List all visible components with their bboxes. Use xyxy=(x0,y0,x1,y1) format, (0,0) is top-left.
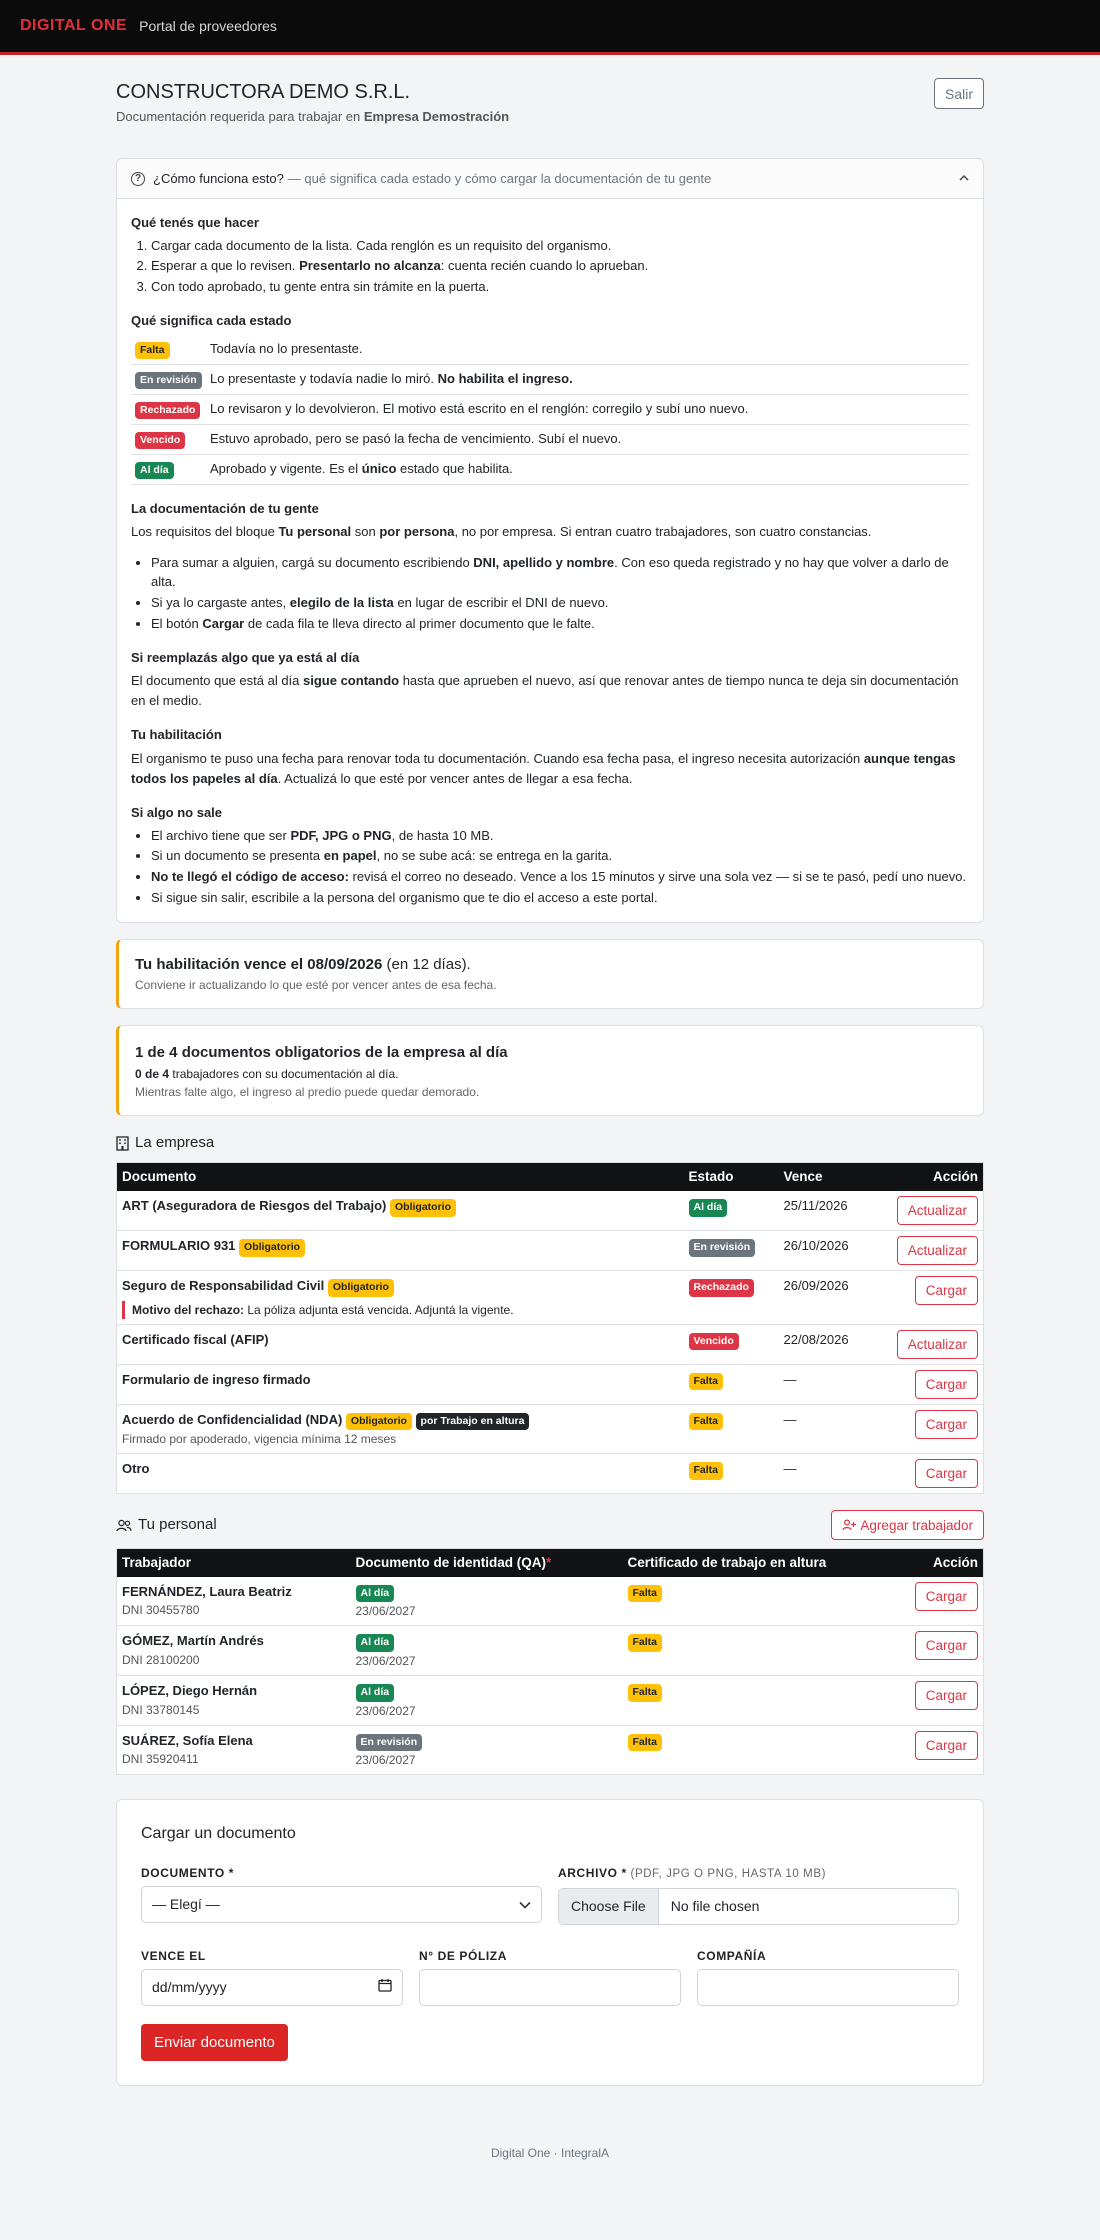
status-legend xyxy=(131,335,969,485)
vence-date: 25/11/2026 xyxy=(779,1191,889,1231)
table-row xyxy=(117,1626,984,1676)
chevron-down-icon xyxy=(519,1894,531,1915)
subtitle-prefix: Documentación requerida para trabajar en xyxy=(116,109,364,124)
worker-name: SUÁREZ, Sofía Elena xyxy=(122,1732,253,1748)
status-badge: Al día xyxy=(356,1634,395,1652)
worker-name: FERNÁNDEZ, Laura Beatriz xyxy=(122,1583,292,1599)
doc-name: Formulario de ingreso firmado xyxy=(122,1371,311,1387)
help-section-title: Tu habilitación xyxy=(131,727,222,743)
text-bold: Tu personal xyxy=(278,524,352,540)
text-bold: elegilo de la lista xyxy=(289,594,394,610)
status-desc-bold: único xyxy=(361,461,397,477)
company-header xyxy=(116,55,984,158)
worker-name: GÓMEZ, Martín Andrés xyxy=(122,1633,264,1649)
text: El organismo te puso una fecha para renovar toda tu documentación. Cuando esa fecha pasa, el ingreso necesita autorización xyxy=(131,750,864,766)
obligatorio-badge: Obligatorio xyxy=(390,1199,456,1217)
text: . Actualizá lo que esté por vencer antes de llegar a esa fecha. xyxy=(277,770,633,786)
main-container xyxy=(116,55,984,2162)
vence-date: — xyxy=(779,1404,889,1454)
help-section-title: La documentación de tu gente xyxy=(131,500,319,516)
status-legend-row xyxy=(131,365,969,395)
help-section-title: Qué significa cada estado xyxy=(131,313,292,329)
step-item: 1. Cargar cada documento de la lista. Cada renglón es un requisito del organismo. xyxy=(151,237,969,256)
logout-button[interactable]: Salir xyxy=(934,78,984,109)
status-badge: Rechazado xyxy=(689,1279,754,1297)
text: El documento que está al día xyxy=(131,673,304,689)
text-bold: PDF, JPG o PNG xyxy=(290,827,392,843)
brand-logo[interactable]: DIGITAL ONE xyxy=(20,17,128,34)
text-bold: aunque tengas todos los papeles al día xyxy=(131,750,956,786)
table-header xyxy=(117,1163,984,1191)
tip-item xyxy=(151,847,969,866)
alert-sub: Conviene ir actualizando lo que esté por vencer antes de esa fecha. xyxy=(135,978,497,993)
col-trabajador: Trabajador xyxy=(117,1549,351,1577)
cargar-button[interactable]: Cargar xyxy=(915,1631,978,1660)
doc-subtitle: Firmado por apoderado, vigencia mínima 12 meses xyxy=(122,1432,397,1447)
brand-subtitle: Portal de proveedores xyxy=(139,17,277,34)
footer: Digital One · IntegralA xyxy=(490,2145,610,2160)
documento-label: DOCUMENTO * xyxy=(141,1866,235,1881)
vence-date: 22/08/2026 xyxy=(779,1324,889,1364)
steps-list xyxy=(131,237,969,298)
summary-line xyxy=(135,1065,967,1083)
table-row xyxy=(117,1191,984,1231)
empresa-section-title xyxy=(116,1132,984,1155)
text: Para sumar a alguien, cargá su documento escribiendo xyxy=(151,555,474,571)
vence-date: — xyxy=(779,1364,889,1404)
documento-select[interactable] xyxy=(141,1886,542,1923)
tip-item xyxy=(151,827,969,846)
status-badge: Falta xyxy=(135,342,170,360)
label-text: ARCHIVO * xyxy=(558,1866,627,1881)
col-accion: Acción xyxy=(889,1163,984,1191)
chevron-up-icon[interactable] xyxy=(959,170,969,187)
troubleshoot-list xyxy=(131,827,969,908)
status-desc: Estuvo aprobado, pero se pasó la fecha de vencimiento. Subí el nuevo. xyxy=(210,431,622,447)
status-badge: Al día xyxy=(356,1585,395,1603)
alert-title-bold: Tu habilitación vence el 08/09/2026 xyxy=(135,955,383,973)
compania-input[interactable] xyxy=(697,1969,959,2006)
table-row xyxy=(117,1230,984,1270)
text: , de hasta 10 MB. xyxy=(391,827,494,843)
help-paragraph xyxy=(131,671,969,711)
help-title-muted: — qué significa cada estado y cómo cargar la documentación de tu gente xyxy=(287,170,712,186)
tip-item xyxy=(151,554,969,592)
personal-table xyxy=(116,1548,984,1775)
col-certificado: Certificado de trabajo en altura xyxy=(623,1549,890,1577)
worker-name: LÓPEZ, Diego Hernán xyxy=(122,1683,258,1699)
text-bold: No te llegó el código de acceso: xyxy=(151,869,349,885)
status-badge: Vencido xyxy=(135,432,185,450)
select-value: — Elegí — xyxy=(152,1896,220,1913)
col-vence: Vence xyxy=(779,1163,889,1191)
doc-name: FORMULARIO 931 xyxy=(122,1237,236,1253)
habilitacion-alert xyxy=(116,939,984,1010)
col-doc-identidad xyxy=(351,1549,623,1577)
text: , no se sube acá: se entrega en la garita. xyxy=(376,848,613,864)
vence-date: 26/10/2026 xyxy=(779,1230,889,1270)
person-plus-icon xyxy=(842,1519,856,1531)
help-section-title: Si algo no sale xyxy=(131,805,223,821)
help-section-title: Qué tenés que hacer xyxy=(131,215,259,230)
status-badge: En revisión xyxy=(135,372,202,390)
status-desc: estado que habilita. xyxy=(396,461,513,477)
org-name: Empresa Demostración xyxy=(363,109,510,124)
text-bold: Presentarlo no alcanza xyxy=(299,258,441,274)
table-row xyxy=(117,1364,984,1404)
date-placeholder: dd/mm/yyyy xyxy=(152,1978,227,1995)
tips-list xyxy=(131,554,969,633)
status-badge: Falta xyxy=(689,1373,724,1391)
status-desc-bold: No habilita el ingreso. xyxy=(437,371,573,387)
text-bold: Cargar xyxy=(202,615,245,631)
status-badge: Falta xyxy=(689,1462,724,1480)
poliza-input[interactable] xyxy=(419,1969,681,2006)
cargar-button[interactable]: Cargar xyxy=(915,1370,978,1399)
text: Esperar a que lo revisen. xyxy=(151,258,300,274)
compania-label: COMPAÑÍA xyxy=(697,1948,767,1963)
text: revisá el correo no deseado. Vence a los 15 minutos y sirve una sola vez — si se te pasó, pedí uno nuevo. xyxy=(348,869,967,885)
doc-name: Acuerdo de Confidencialidad (NDA) xyxy=(122,1411,343,1427)
doc-date: 23/06/2027 xyxy=(355,1604,416,1619)
help-paragraph xyxy=(131,749,969,789)
cargar-button[interactable]: Cargar xyxy=(915,1582,978,1611)
tip-item: • Si sigue sin salir, escribile a la persona del organismo que te dio el acceso a este portal. xyxy=(151,889,969,908)
vence-date: — xyxy=(779,1454,889,1494)
rejection-label: Motivo del rechazo: xyxy=(132,1302,245,1317)
table-row xyxy=(117,1270,984,1324)
summary-alert xyxy=(116,1025,984,1116)
label-hint: (PDF, JPG O PNG, HASTA 10 MB) xyxy=(626,1868,827,1881)
doc-name: Seguro de Responsabilidad Civil xyxy=(122,1277,325,1293)
doc-name: Otro xyxy=(122,1461,150,1477)
poliza-label: N° DE PÓLIZA xyxy=(419,1948,508,1963)
doc-date: 23/06/2027 xyxy=(355,1654,416,1669)
doc-name: ART (Aseguradora de Riesgos del Trabajo) xyxy=(122,1197,387,1213)
calendar-icon[interactable] xyxy=(378,1977,392,1998)
text: . Con eso queda registrado y no hay que volver a darlo de alta. xyxy=(151,555,949,590)
building-icon xyxy=(116,1136,129,1151)
table-row xyxy=(117,1324,984,1364)
step-item: 3. Con todo aprobado, tu gente entra sin trámite en la puerta. xyxy=(151,278,969,297)
vence-date: 26/09/2026 xyxy=(779,1270,889,1324)
header-text: Documento de identidad (QA) xyxy=(355,1554,546,1570)
table-row xyxy=(117,1404,984,1454)
worker-dni: DNI 33780145 xyxy=(122,1702,200,1717)
summary-title: 1 de 4 documentos obligatorios de la empresa al día xyxy=(135,1044,508,1062)
text: hasta que aprueben el nuevo, así que renovar antes de tiempo nunca te deja sin documentación en el medio. xyxy=(131,673,959,709)
help-panel xyxy=(116,158,984,923)
cargar-button[interactable]: Cargar xyxy=(915,1681,978,1710)
file-status: No file chosen xyxy=(670,1897,760,1914)
section-title-text: La empresa xyxy=(135,1133,215,1151)
text: en lugar de escribir el DNI de nuevo. xyxy=(393,594,609,610)
tip-item xyxy=(151,615,969,634)
cargar-button[interactable]: Cargar xyxy=(915,1459,978,1488)
status-legend-row xyxy=(131,335,969,365)
cargar-button[interactable]: Cargar xyxy=(915,1276,978,1305)
actualizar-button[interactable]: Actualizar xyxy=(897,1196,978,1225)
status-desc: Lo revisaron y lo devolvieron. El motivo está escrito en el renglón: corregilo y subí uno nuevo. xyxy=(210,401,749,417)
help-section-title: Si reemplazás algo que ya está al día xyxy=(131,649,360,665)
actualizar-button[interactable]: Actualizar xyxy=(897,1236,978,1265)
status-legend-row xyxy=(131,455,969,485)
topbar xyxy=(0,0,1100,55)
col-estado: Estado xyxy=(684,1163,779,1191)
text-bold: sigue contando xyxy=(303,673,400,689)
status-badge: Vencido xyxy=(689,1333,739,1351)
text: El archivo tiene que ser xyxy=(151,827,291,843)
table-row xyxy=(117,1454,984,1494)
status-badge: En revisión xyxy=(689,1239,756,1257)
submit-button[interactable]: Enviar documento xyxy=(141,2024,288,2061)
table-row xyxy=(117,1577,984,1626)
text: Los requisitos del bloque xyxy=(131,524,279,540)
text-bold: en papel xyxy=(323,848,377,864)
status-legend-row xyxy=(131,395,969,425)
section-title-text: Tu personal xyxy=(138,1516,217,1534)
text-bold: DNI, apellido y nombre xyxy=(473,555,615,571)
cargar-button[interactable]: Cargar xyxy=(915,1731,978,1760)
status-badge: Al día xyxy=(689,1199,728,1217)
rejection-note xyxy=(122,1301,679,1319)
cargar-button[interactable]: Cargar xyxy=(915,1410,978,1439)
status-badge: Falta xyxy=(628,1634,663,1652)
doc-date: 23/06/2027 xyxy=(355,1703,416,1718)
status-desc: Todavía no lo presentaste. xyxy=(210,341,363,357)
page-title: CONSTRUCTORA DEMO S.R.L. xyxy=(116,81,411,103)
summary-count: 0 de 4 xyxy=(135,1066,170,1081)
archivo-input[interactable] xyxy=(558,1888,959,1925)
text: Si un documento se presenta xyxy=(151,848,324,864)
col-accion: Acción xyxy=(889,1549,983,1577)
status-desc: Aprobado y vigente. Es el xyxy=(210,461,362,477)
required-star: * xyxy=(546,1554,552,1570)
text: trabajadores con su documentación al día. xyxy=(169,1066,399,1081)
empresa-table xyxy=(116,1162,984,1494)
rejection-text: La póliza adjunta está vencida. Adjuntá la vigente. xyxy=(244,1302,514,1317)
table-row xyxy=(117,1725,984,1775)
text: son xyxy=(351,524,380,540)
actualizar-button[interactable]: Actualizar xyxy=(897,1330,978,1359)
people-icon xyxy=(116,1519,132,1532)
text: , no por empresa. Si entran cuatro trabajadores, son cuatro constancias. xyxy=(454,524,872,540)
status-badge: En revisión xyxy=(356,1734,423,1752)
help-paragraph xyxy=(131,522,969,542)
alert-title-light: (en 12 días). xyxy=(382,955,471,973)
alert-title xyxy=(135,954,967,977)
obligatorio-badge: Obligatorio xyxy=(328,1279,394,1297)
add-worker-label: Agregar trabajador xyxy=(860,1517,973,1533)
vence-label: VENCE EL xyxy=(141,1948,206,1963)
obligatorio-badge: Obligatorio xyxy=(346,1413,412,1431)
status-badge: Falta xyxy=(628,1684,663,1702)
text: Si ya lo cargaste antes, xyxy=(151,594,290,610)
text-bold: por persona xyxy=(379,524,455,540)
status-badge: Al día xyxy=(356,1684,395,1702)
personal-header xyxy=(116,1510,984,1540)
text: El botón xyxy=(151,615,203,631)
upload-form xyxy=(116,1799,984,2085)
tip-item xyxy=(151,594,969,613)
text: : cuenta recién cuando lo aprueban. xyxy=(440,258,649,274)
doc-name: Certificado fiscal (AFIP) xyxy=(122,1331,269,1347)
add-worker-button[interactable] xyxy=(831,1510,984,1540)
archivo-label xyxy=(558,1864,959,1883)
form-title: Cargar un documento xyxy=(141,1825,296,1843)
page-subtitle xyxy=(116,107,984,127)
doc-date: 23/06/2027 xyxy=(355,1753,416,1768)
status-badge: Falta xyxy=(628,1585,663,1603)
step-item xyxy=(151,257,969,276)
help-body xyxy=(117,199,983,922)
help-title: ¿Cómo funciona esto? xyxy=(153,170,284,186)
vence-date-input[interactable] xyxy=(141,1969,403,2006)
text: de cada fila te lleva directo al primer documento que le falte. xyxy=(244,615,595,631)
choose-file-button[interactable]: Choose File xyxy=(559,1889,659,1924)
help-toggle[interactable] xyxy=(117,159,983,199)
question-circle-icon: ? xyxy=(131,172,145,186)
worker-dni: DNI 30455780 xyxy=(122,1603,200,1618)
status-legend-row xyxy=(131,425,969,455)
table-header xyxy=(117,1549,984,1577)
worker-dni: DNI 28100200 xyxy=(122,1652,200,1667)
worker-dni: DNI 35920411 xyxy=(122,1752,199,1767)
col-documento: Documento xyxy=(117,1163,684,1191)
summary-note: Mientras falte algo, el ingreso al predio puede quedar demorado. xyxy=(135,1084,480,1099)
requirement-tag: por Trabajo en altura xyxy=(416,1413,530,1431)
personal-section-title xyxy=(116,1514,217,1537)
status-badge: Falta xyxy=(628,1734,663,1752)
status-badge: Rechazado xyxy=(135,402,200,420)
tip-item xyxy=(151,868,969,887)
status-badge: Falta xyxy=(689,1413,724,1431)
status-badge: Al día xyxy=(135,462,174,480)
table-row xyxy=(117,1676,984,1726)
obligatorio-badge: Obligatorio xyxy=(239,1239,305,1257)
status-desc: Lo presentaste y todavía nadie lo miró. xyxy=(210,371,438,387)
